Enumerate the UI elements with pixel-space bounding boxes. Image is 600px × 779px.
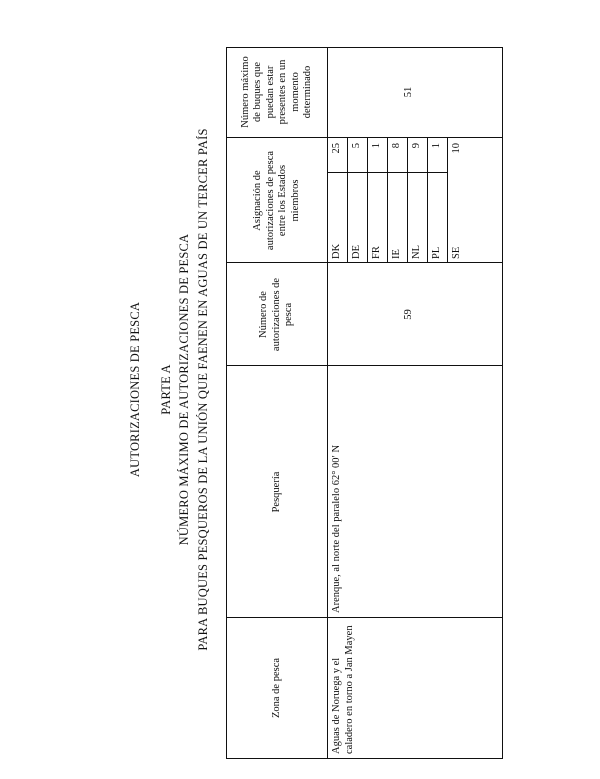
allocation-state: DK bbox=[331, 243, 342, 259]
allocation-state: NL bbox=[411, 245, 422, 259]
allocation-state: SE bbox=[451, 246, 462, 259]
allocation-row-divider bbox=[387, 138, 388, 263]
subtitle-line-2: PARA BUQUES PESQUEROS DE LA UNIÓN QUE FAENEN EN AGUAS DE UN TERCER PAÍS bbox=[196, 128, 210, 651]
subtitle-line-1: NÚMERO MÁXIMO DE AUTORIZACIONES DE PESCA bbox=[177, 233, 191, 546]
allocation-row-divider bbox=[407, 138, 408, 263]
authorizations-table bbox=[226, 47, 503, 759]
header-zona: Zona de pesca bbox=[270, 657, 282, 719]
allocation-row-divider bbox=[347, 138, 348, 263]
allocation-value: 9 bbox=[411, 143, 422, 149]
allocation-row-divider bbox=[447, 138, 448, 263]
allocation-state: DE bbox=[351, 245, 362, 259]
allocation-value: 8 bbox=[391, 143, 402, 149]
row-pesqueria: Arenque, al norte del paralelo 62° 00′ N bbox=[331, 444, 342, 613]
part-heading: PARTE A bbox=[159, 364, 173, 415]
allocation-state: PL bbox=[431, 246, 442, 259]
header-pesqueria: Pesquería bbox=[270, 471, 282, 513]
header-asignacion: Asignación de autorizaciones de pesca entre los Estados miembros bbox=[252, 150, 301, 251]
allocation-value: 25 bbox=[331, 143, 342, 154]
allocation-row-divider bbox=[427, 138, 428, 263]
allocation-row-divider bbox=[367, 138, 368, 263]
row-zona: Aguas de Noruega y el caladero en torno a Jan Mayen bbox=[331, 625, 355, 754]
row-numero: 59 bbox=[403, 309, 414, 320]
page-title: AUTORIZACIONES DE PESCA bbox=[128, 301, 142, 478]
allocation-value: 5 bbox=[351, 143, 362, 149]
allocation-state: IE bbox=[391, 249, 402, 259]
allocation-value: 10 bbox=[451, 143, 462, 154]
header-divider bbox=[327, 48, 328, 758]
allocation-value: 1 bbox=[431, 143, 442, 149]
allocation-state: FR bbox=[371, 246, 382, 259]
allocation-value: 1 bbox=[371, 143, 382, 149]
row-maximo: 51 bbox=[403, 86, 414, 98]
header-numero: Número de autorizaciones de pesca bbox=[258, 277, 295, 352]
header-maximo: Número máximo de buques que puedan estar presentes en un momento determinado bbox=[239, 56, 313, 128]
